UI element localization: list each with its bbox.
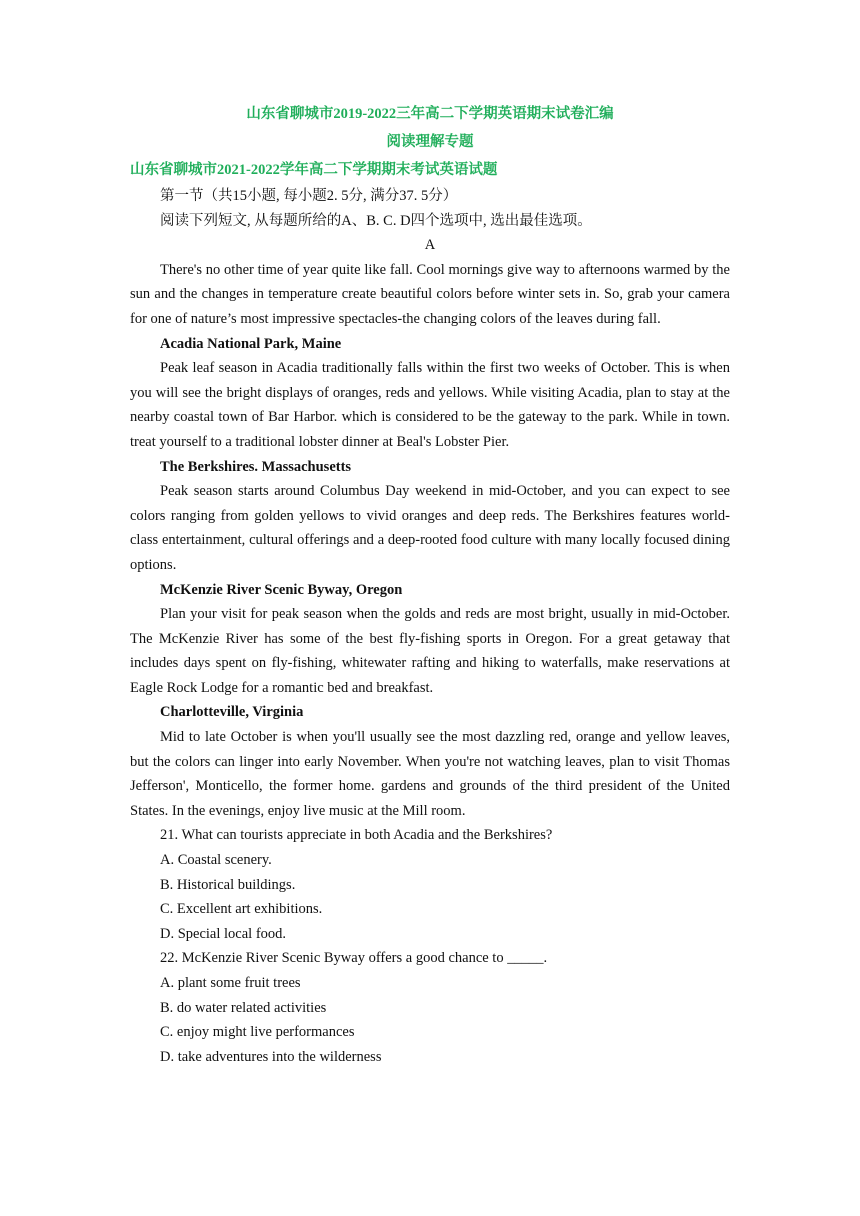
document-subtitle: 阅读理解专题: [386, 134, 474, 150]
section-heading-mckenzie: McKenzie River Scenic Byway, Oregon: [160, 581, 403, 598]
question-21-option-c: C. Excellent art exhibitions.: [160, 901, 323, 918]
document-page: [130, 100, 730, 1069]
section-heading-berkshires: The Berkshires. Massachusetts: [160, 458, 352, 475]
passage-letter: A: [424, 237, 436, 254]
section-text-acadia: Peak leaf season in Acadia traditionally falls within the first two weeks of October. This is when you will see the bright displays of oranges, reds and yellows. While visiting Acadia, plan to stay at the nearby coastal town of Bar Harbor. which is considered to be the gateway to the park. While in town. treat yourself to a traditional lobster dinner at Beal's Lobster Pier.: [130, 360, 730, 450]
question-21-option-b: B. Historical buildings.: [160, 876, 296, 893]
question-22-option-d: D. take adventures into the wilderness: [160, 1048, 382, 1065]
question-22: 22. McKenzie River Scenic Byway offers a good chance to _____.: [160, 950, 548, 967]
question-21-option-a: A. Coastal scenery.: [160, 852, 272, 869]
passage-intro: There's no other time of year quite like fall. Cool mornings give way to afternoons warmed by the sun and the changes in temperature create beautiful colors before winter sets in. So, grab your camera for one of nature’s most impressive spectacles-the changing colors of the leaves during fall.: [130, 261, 730, 327]
document-title: 山东省聊城市2019-2022三年高二下学期英语期末试卷汇编: [246, 106, 614, 122]
section-heading-acadia: Acadia National Park, Maine: [160, 335, 342, 352]
section-heading-charlotteville: Charlotteville, Virginia: [160, 704, 304, 721]
section-text-mckenzie: Plan your visit for peak season when the golds and reds are most bright, usually in mid-October. The McKenzie River has some of the best fly-fishing sports in Oregon. For a great getaway that includes days spent on fly-fishing, whitewater rafting and hiking to waterfalls, make reservations at Eagle Rock Lodge for a romantic bed and breakfast.: [130, 606, 730, 696]
question-22-option-c: C. enjoy might live performances: [160, 1024, 355, 1041]
section-text-berkshires: Peak season starts around Columbus Day weekend in mid-October, and you can expect to see colors ranging from golden yellows to vivid oranges and deep reds. The Berkshires features world-class entertainment, cultural offerings and a deep-rooted food culture with many locally focused dining options.: [130, 483, 730, 573]
section-info: 第一节（共15小题, 每小题2. 5分, 满分37. 5分）: [160, 188, 458, 204]
exam-title: 山东省聊城市2021-2022学年高二下学期期末考试英语试题: [130, 162, 498, 178]
question-22-option-a: A. plant some fruit trees: [160, 975, 301, 991]
section-instruction: 阅读下列短文, 从每题所给的A、B. C. D四个选项中, 选出最佳选项。: [160, 212, 592, 229]
question-21: 21. What can tourists appreciate in both Acadia and the Berkshires?: [160, 827, 553, 844]
section-text-charlotteville: Mid to late October is when you'll usually see the most dazzling red, orange and yellow leaves, but the colors can linger into early November. When you're not watching leaves, plan to visit Thomas Jefferson', Monticello, the former home. gardens and grounds of the third president of the United States. In the evenings, enjoy live music at the Mill room.: [130, 729, 730, 819]
question-22-option-b: B. do water related activities: [160, 999, 327, 1016]
question-21-option-d: D. Special local food.: [160, 925, 287, 942]
